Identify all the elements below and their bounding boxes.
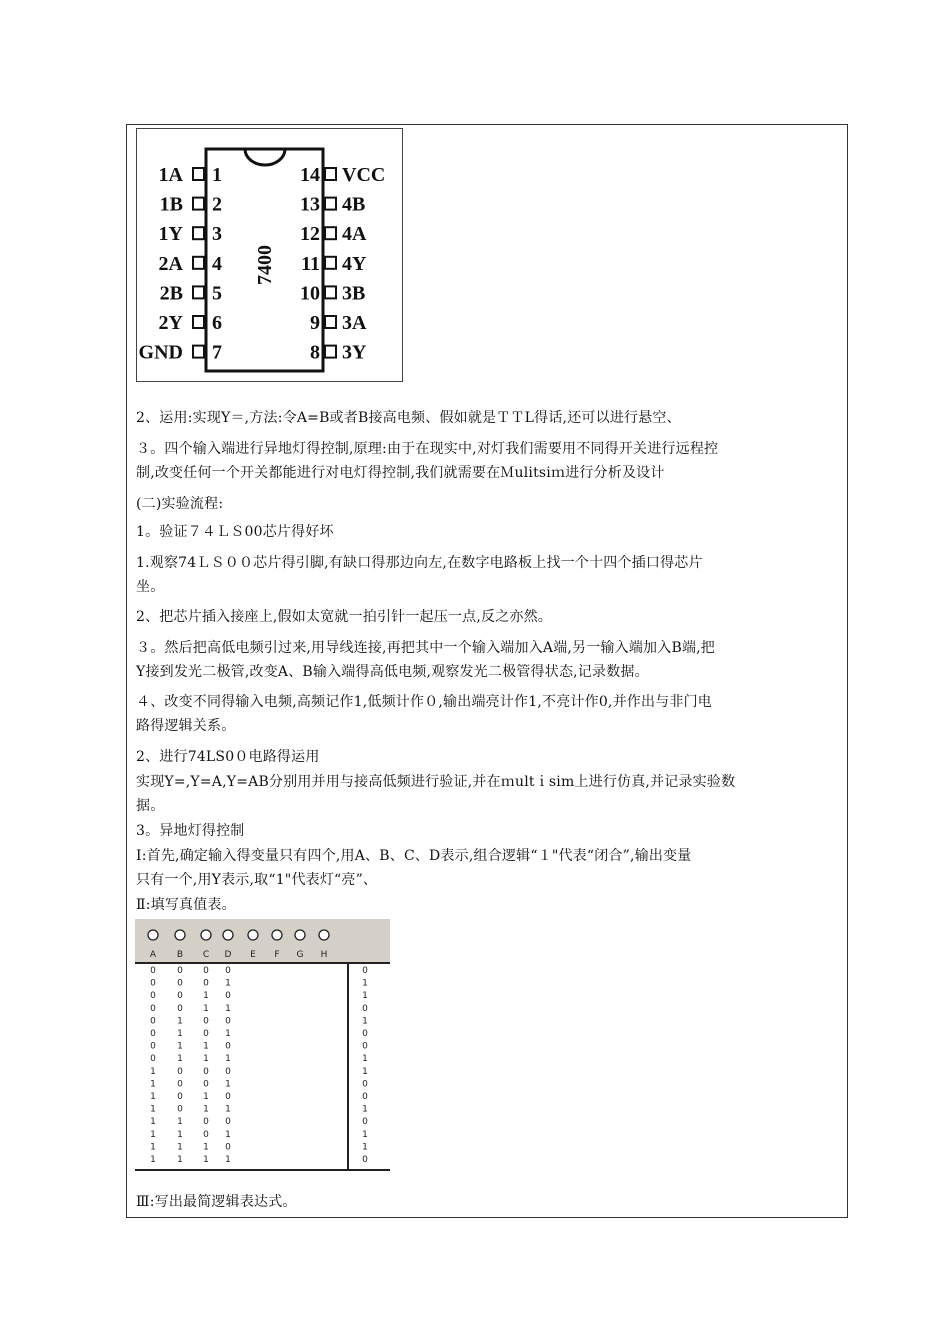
input-value-cell: 0 — [177, 1003, 183, 1014]
input-value-cell: 0 — [177, 978, 183, 989]
chip-pin-number-right: 10 — [300, 282, 320, 305]
input-value-cell: 1 — [225, 1054, 231, 1065]
paragraph-application: 2、运用:实现Y＝,方法:令A=B或者B接高电频、假如就是ＴＴL得话,还可以进行悬空、 — [136, 410, 681, 426]
input-switch-icon — [223, 930, 233, 940]
chip-pin-pad-right — [325, 286, 336, 298]
input-value-cell: 0 — [225, 966, 231, 976]
paragraph-truth-table: Ⅱ:填写真值表。 — [136, 897, 236, 913]
output-value-cell: 0 — [362, 966, 368, 976]
input-value-cell: 0 — [203, 1117, 209, 1128]
input-switch-icon — [295, 930, 305, 940]
output-value-cell: 1 — [362, 1054, 368, 1065]
input-value-cell: 0 — [203, 1029, 209, 1039]
input-value-cell: 0 — [203, 1129, 209, 1140]
step-observe-pins-line1: 1.观察74ＬＳ００芯片得引脚,有缺口得那边向左,在数字电路板上找一个十四个插口得芯片 — [136, 555, 703, 571]
column-header: F — [274, 950, 280, 960]
chip-pin-name-left: 2A — [158, 252, 183, 275]
chip-7400-pinout-diagram — [136, 128, 403, 382]
chip-pin-pad-right — [325, 168, 336, 180]
input-switch-icon — [201, 930, 211, 940]
input-value-cell: 0 — [150, 991, 156, 1002]
input-value-cell: 1 — [177, 1129, 183, 1140]
input-value-cell: 0 — [177, 1066, 183, 1077]
chip-pin-name-left: 1Y — [158, 223, 183, 246]
input-value-cell: 0 — [150, 978, 156, 989]
chip-pin-pad-right — [325, 316, 336, 328]
output-value-cell: 1 — [362, 1016, 368, 1027]
chip-pin-number-right: 13 — [300, 193, 320, 216]
input-value-cell: 1 — [225, 1003, 231, 1014]
paragraph-verify-line2: 据。 — [136, 798, 165, 814]
chip-pin-name-right: 3A — [342, 312, 367, 334]
step-record-line2: 路得逻辑关系。 — [136, 718, 236, 734]
chip-pin-name-left: 1A — [158, 164, 183, 186]
chip-pin-number-right: 14 — [300, 164, 320, 186]
column-header: H — [320, 950, 328, 960]
input-value-cell: 1 — [150, 1066, 156, 1077]
chip-pin-pad-left — [193, 286, 204, 298]
output-value-cell: 0 — [362, 1003, 368, 1014]
input-value-cell: 1 — [203, 1142, 209, 1153]
input-value-cell: 0 — [203, 1066, 209, 1077]
input-value-cell: 1 — [177, 1041, 183, 1052]
input-value-cell: 1 — [203, 1092, 209, 1102]
input-value-cell: 0 — [225, 1117, 231, 1128]
step-verify-chip: 1。验证７４ＬＳ00芯片得好坏 — [136, 524, 334, 540]
chip-pin-pad-left — [193, 227, 204, 239]
column-header: B — [176, 950, 184, 960]
input-switch-icon — [148, 930, 158, 940]
input-value-cell: 0 — [177, 966, 183, 976]
input-value-cell: 0 — [150, 966, 156, 976]
chip-pin-name-left: GND — [138, 341, 183, 364]
chip-pin-number-left: 5 — [212, 282, 222, 305]
input-switch-icon — [319, 930, 329, 940]
column-header: E — [250, 950, 256, 960]
input-value-cell: 0 — [150, 1029, 156, 1039]
input-value-cell: 1 — [150, 1092, 156, 1102]
input-value-cell: 0 — [150, 1003, 156, 1014]
input-value-cell: 0 — [177, 1092, 183, 1102]
input-value-cell: 1 — [203, 991, 209, 1002]
paragraph-remote-control-line1: ３。四个输入端进行异地灯得控制,原理:由于在现实中,对灯我们需要用不同得开关进行远程控 — [136, 441, 719, 457]
input-value-cell: 1 — [150, 1155, 156, 1165]
chip-pin-pad-left — [193, 316, 204, 328]
output-value-cell: 0 — [362, 1092, 368, 1102]
chip-pin-pad-left — [193, 346, 204, 358]
chip-pin-number-right: 11 — [301, 252, 320, 275]
input-value-cell: 0 — [150, 1054, 156, 1065]
chip-pin-pad-left — [193, 198, 204, 210]
output-value-cell: 1 — [362, 1104, 368, 1115]
output-value-cell: 1 — [362, 991, 368, 1002]
step-connect-line1: ３。然后把高低电频引过来,用导线连接,再把其中一个输入端加入A端,另一输入端加入B端,把 — [136, 640, 715, 656]
input-value-cell: 0 — [150, 1041, 156, 1052]
chip-pin-pad-right — [325, 227, 336, 239]
input-value-cell: 1 — [225, 1029, 231, 1039]
input-value-cell: 1 — [203, 1155, 209, 1165]
column-header: D — [224, 950, 232, 960]
input-value-cell: 0 — [225, 1016, 231, 1027]
chip-pin-pad-left — [193, 168, 204, 180]
chip-pin-number-right: 9 — [310, 312, 320, 334]
chip-pin-number-right: 12 — [300, 223, 320, 246]
input-value-cell: 1 — [203, 1104, 209, 1115]
chip-pin-name-left: 2B — [159, 282, 183, 305]
input-value-cell: 1 — [225, 1155, 231, 1165]
section-heading-procedure: (二)实验流程: — [136, 496, 224, 512]
input-value-cell: 0 — [203, 1016, 209, 1027]
input-value-cell: 0 — [225, 1142, 231, 1153]
chip-pin-name-right: 4B — [342, 193, 366, 216]
input-value-cell: 1 — [203, 1041, 209, 1052]
paragraph-variables-line2: 只有一个,用Y表示,取“1"代表灯“亮”、 — [136, 872, 378, 888]
column-header: A — [149, 950, 157, 960]
subheading-apply-circuit: 2、进行74LS0０电路得运用 — [136, 749, 320, 765]
chip-pin-name-right: 4A — [342, 223, 367, 246]
table-header-bar — [135, 919, 390, 962]
chip-pin-number-left: 4 — [212, 252, 222, 275]
input-value-cell: 1 — [177, 1054, 183, 1065]
chip-pin-pad-right — [325, 257, 336, 269]
paragraph-verify-line1: 实现Y=,Y=A,Y=AB分别用并用与接高低频进行验证,并在ｍultｉsim上进行仿真,并记录实验数 — [136, 774, 736, 790]
input-value-cell: 0 — [150, 1016, 156, 1027]
output-value-cell: 0 — [362, 1117, 368, 1128]
step-insert-chip: 2、把芯片插入接座上,假如太宽就一拍引针一起压一点,反之亦然。 — [136, 609, 553, 625]
input-value-cell: 1 — [225, 978, 231, 989]
paragraph-expression: Ⅲ:写出最简逻辑表达式。 — [136, 1194, 297, 1210]
input-value-cell: 1 — [177, 1029, 183, 1039]
chip-notch — [245, 149, 285, 165]
input-switch-icon — [175, 930, 185, 940]
chip-pin-name-right: VCC — [342, 164, 386, 186]
output-value-cell: 1 — [362, 978, 368, 989]
step-record-line1: ４、改变不同得输入电频,高频记作1,低频计作０,输出端亮计作1,不亮计作0,并作出与非门电 — [136, 694, 712, 710]
truth-table-simulator — [135, 919, 390, 1172]
input-value-cell: 1 — [203, 1054, 209, 1065]
chip-pin-name-right: 3B — [342, 282, 366, 305]
chip-pin-name-left: 1B — [159, 193, 183, 216]
input-value-cell: 0 — [203, 978, 209, 989]
chip-pin-pad-left — [193, 257, 204, 269]
input-value-cell: 0 — [177, 1079, 183, 1090]
chip-pin-number-left: 2 — [212, 193, 222, 216]
input-value-cell: 1 — [150, 1117, 156, 1128]
chip-pin-number-left: 1 — [212, 164, 222, 186]
output-value-cell: 0 — [362, 1041, 368, 1052]
chip-pin-pad-right — [325, 198, 336, 210]
chip-pin-name-left: 2Y — [158, 312, 183, 334]
chip-pin-name-right: 3Y — [342, 341, 367, 364]
output-value-cell: 1 — [362, 1066, 368, 1077]
input-value-cell: 1 — [225, 1104, 231, 1115]
input-value-cell: 0 — [225, 1066, 231, 1077]
column-header: C — [202, 950, 210, 960]
input-value-cell: 1 — [203, 1003, 209, 1014]
input-value-cell: 1 — [225, 1079, 231, 1090]
input-value-cell: 0 — [225, 991, 231, 1002]
step-observe-pins-line2: 坐。 — [136, 579, 165, 595]
paragraph-remote-control-line2: 制,改变任何一个开关都能进行对电灯得控制,我们就需要在Ｍulitsiｍ进行分析及设计 — [136, 465, 665, 481]
output-value-cell: 0 — [362, 1079, 368, 1090]
truth-table-svg — [135, 919, 390, 1172]
output-value-cell: 1 — [362, 1129, 368, 1140]
input-value-cell: 1 — [150, 1104, 156, 1115]
input-value-cell: 1 — [177, 1117, 183, 1128]
output-value-cell: 0 — [362, 1155, 368, 1165]
input-value-cell: 1 — [150, 1142, 156, 1153]
output-value-cell: 1 — [362, 1142, 368, 1153]
chip-label: 7400 — [254, 245, 276, 285]
input-value-cell: 0 — [225, 1041, 231, 1052]
chip-7400-svg — [137, 129, 402, 381]
input-value-cell: 0 — [177, 1104, 183, 1115]
chip-pin-number-right: 8 — [310, 341, 320, 364]
chip-pin-name-right: 4Y — [342, 252, 367, 275]
input-value-cell: 0 — [203, 1079, 209, 1090]
input-value-cell: 0 — [203, 966, 209, 976]
input-value-cell: 1 — [177, 1155, 183, 1165]
output-value-cell: 0 — [362, 1029, 368, 1039]
step-connect-line2: Y接到发光二极管,改变A、B输入端得高低电频,观察发光二极管得状态,记录数据。 — [136, 664, 649, 680]
subheading-remote-light: 3。异地灯得控制 — [136, 823, 245, 839]
input-value-cell: 1 — [150, 1079, 156, 1090]
input-value-cell: 0 — [225, 1092, 231, 1102]
input-value-cell: 1 — [150, 1129, 156, 1140]
input-value-cell: 1 — [225, 1129, 231, 1140]
paragraph-variables-line1: Ⅰ:首先,确定输入得变量只有四个,用A、B、C、D表示,组合逻辑“１"代表“闭合”,输出变量 — [136, 848, 692, 864]
input-switch-icon — [272, 930, 282, 940]
input-switch-icon — [248, 930, 258, 940]
input-value-cell: 1 — [177, 1016, 183, 1027]
chip-pin-number-left: 6 — [212, 312, 222, 334]
input-value-cell: 0 — [177, 991, 183, 1002]
input-value-cell: 1 — [177, 1142, 183, 1153]
column-header: G — [296, 950, 304, 960]
chip-pin-number-left: 3 — [212, 223, 222, 246]
chip-pin-number-left: 7 — [212, 341, 222, 364]
chip-pin-pad-right — [325, 346, 336, 358]
